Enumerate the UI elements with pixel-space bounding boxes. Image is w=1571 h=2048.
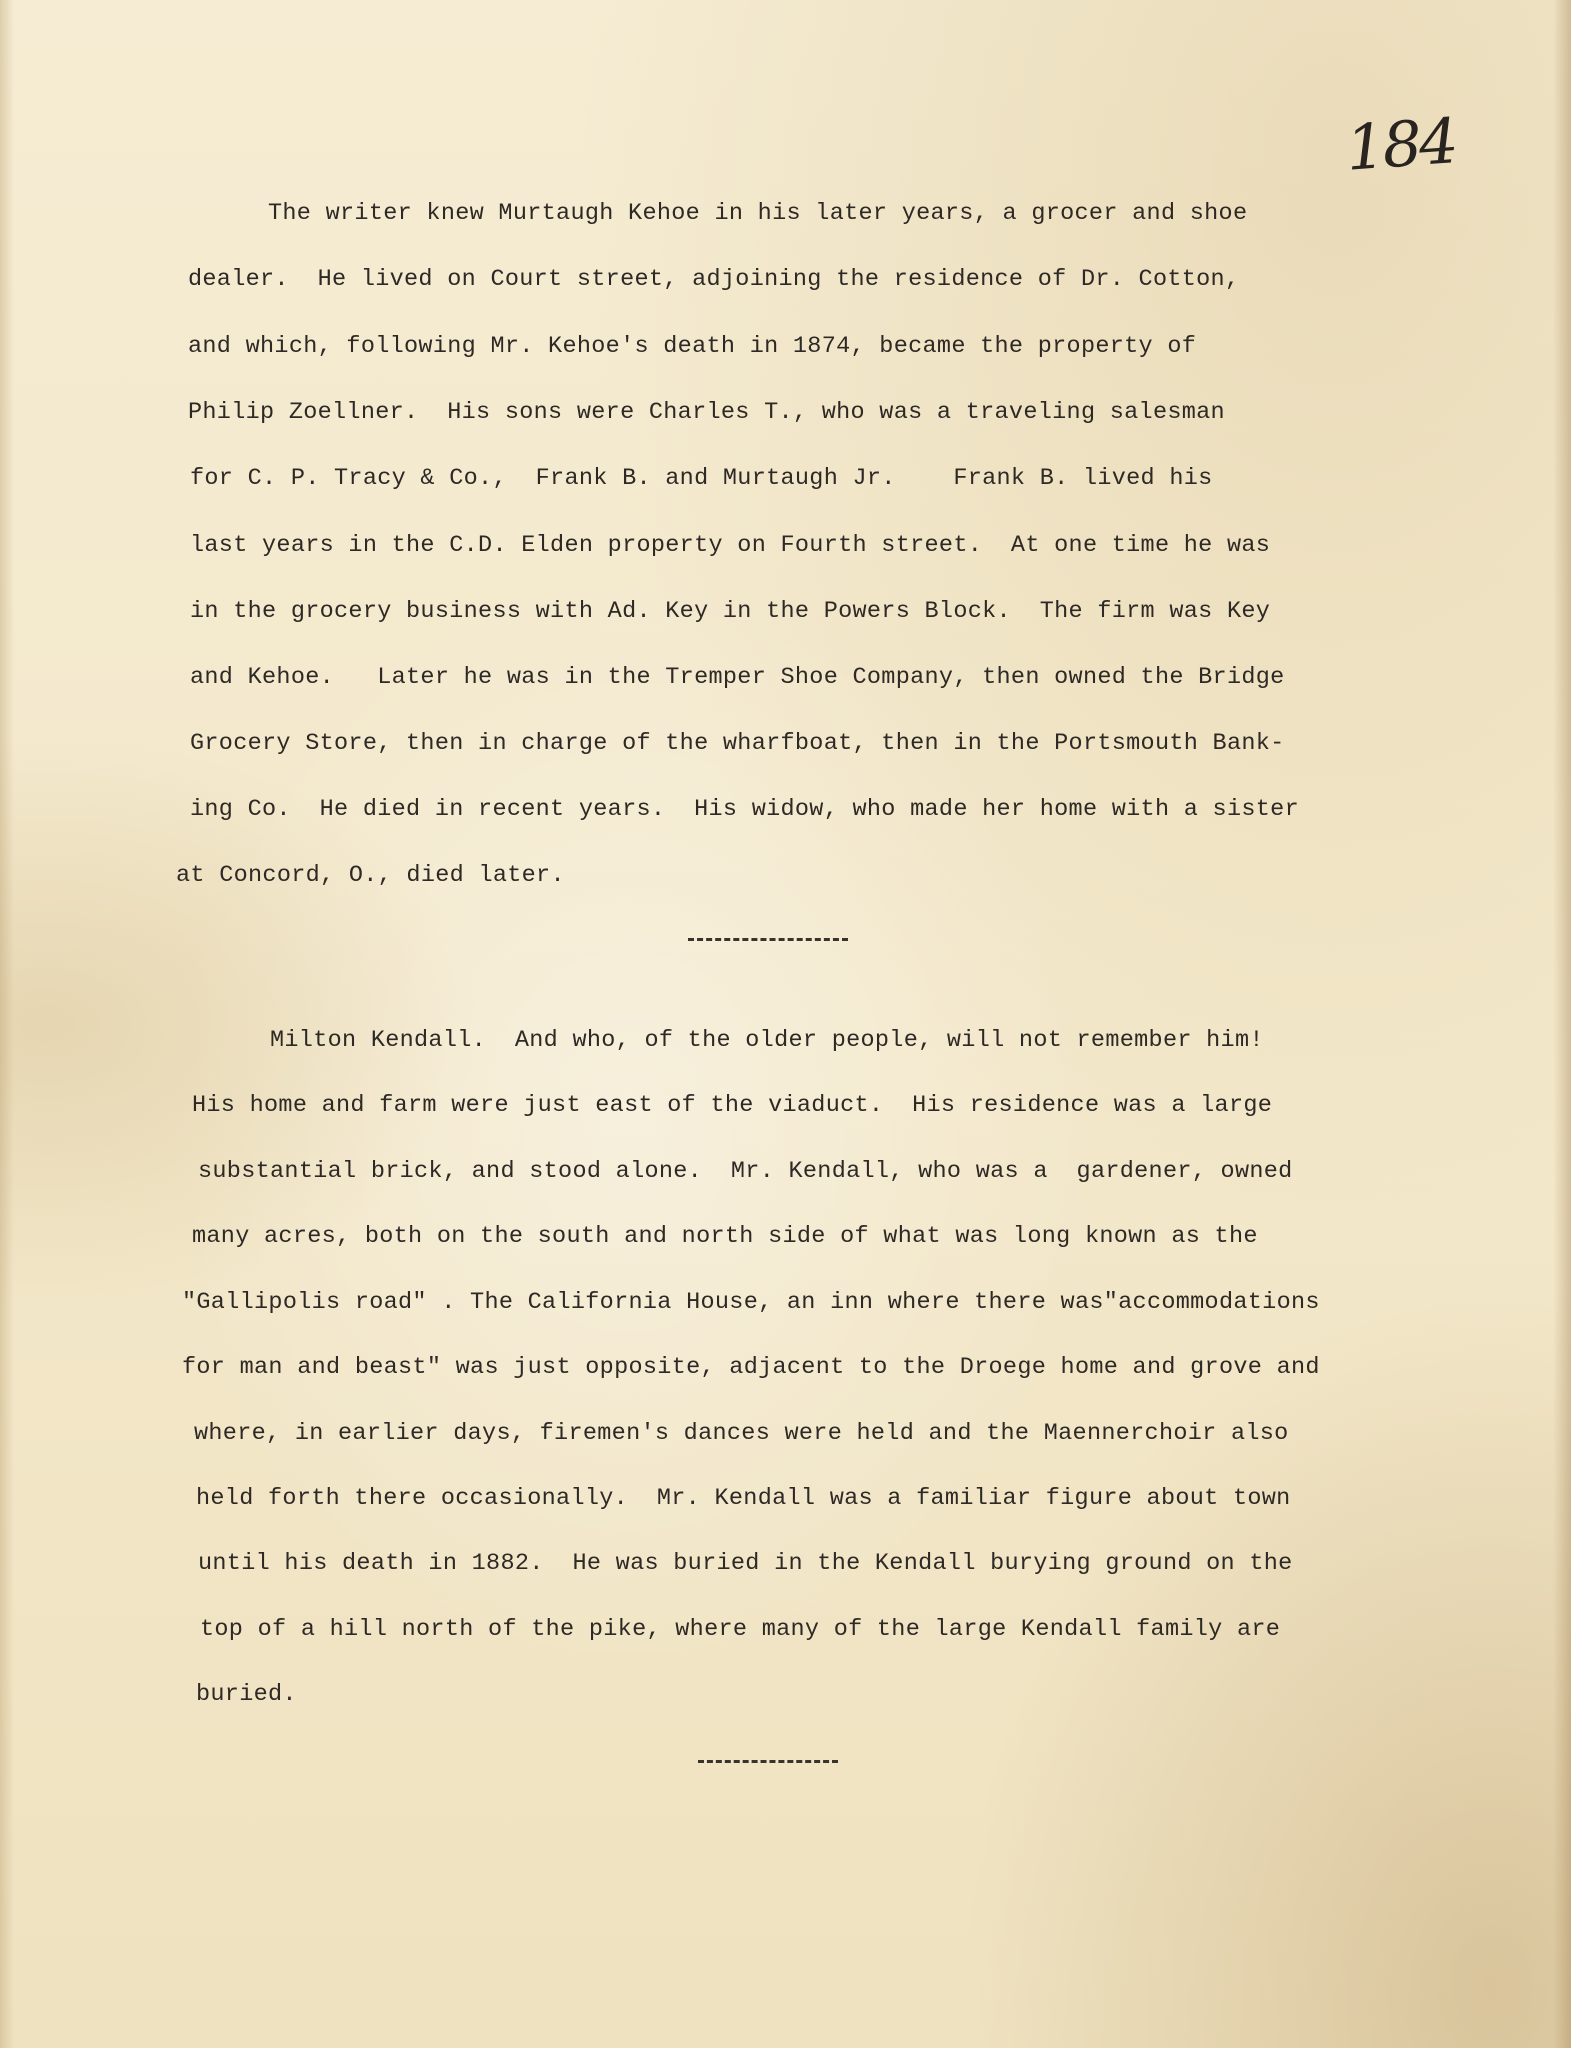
- paragraph-1-line-5: for C. P. Tracy & Co., Frank B. and Murtaugh Jr. Frank B. lived his: [190, 465, 1213, 492]
- paragraph-2-line-9: until his death in 1882. He was buried in the Kendall burying ground on the: [198, 1550, 1293, 1577]
- paragraph-1-line-1: The writer knew Murtaugh Kehoe in his later years, a grocer and shoe: [268, 200, 1248, 227]
- paragraph-2-line-3: substantial brick, and stood alone. Mr. Kendall, who was a gardener, owned: [198, 1158, 1293, 1185]
- paragraph-2-line-2: His home and farm were just east of the viaduct. His residence was a large: [192, 1092, 1273, 1119]
- paper-edge-right: [1553, 0, 1571, 2048]
- paragraph-2-line-8: held forth there occasionally. Mr. Kendall was a familiar figure about town: [196, 1485, 1291, 1512]
- section-divider-2: [698, 1760, 838, 1763]
- paragraph-1-line-11: at Concord, O., died later.: [176, 862, 565, 889]
- paragraph-1-line-9: Grocery Store, then in charge of the wharfboat, then in the Portsmouth Bank-: [190, 730, 1285, 757]
- paragraph-2-line-5: "Gallipolis road" . The California House, an inn where there was"accommodations: [182, 1289, 1320, 1316]
- paragraph-2-line-10: top of a hill north of the pike, where many of the large Kendall family are: [200, 1616, 1281, 1643]
- paragraph-1-line-2: dealer. He lived on Court street, adjoining the residence of Dr. Cotton,: [188, 266, 1240, 293]
- paragraph-1-line-8: and Kehoe. Later he was in the Tremper Shoe Company, then owned the Bridge: [190, 664, 1285, 691]
- paragraph-2-line-7: where, in earlier days, firemen's dances were held and the Maennerchoir also: [194, 1420, 1289, 1447]
- paragraph-1-line-7: in the grocery business with Ad. Key in the Powers Block. The firm was Key: [190, 598, 1271, 625]
- paragraph-1-line-6: last years in the C.D. Elden property on Fourth street. At one time he was: [190, 532, 1271, 559]
- paragraph-1-line-4: Philip Zoellner. His sons were Charles T., who was a traveling salesman: [188, 399, 1225, 426]
- paragraph-1-line-3: and which, following Mr. Kehoe's death in 1874, became the property of: [188, 333, 1197, 360]
- handwritten-page-number: 184: [1343, 104, 1458, 185]
- paragraph-2-line-4: many acres, both on the south and north side of what was long known as the: [192, 1223, 1258, 1250]
- paragraph-2-line-11: buried.: [196, 1681, 297, 1708]
- paper-edge-left: [0, 0, 14, 2048]
- section-divider-1: [688, 938, 848, 941]
- paragraph-1-line-10: ing Co. He died in recent years. His widow, who made her home with a sister: [190, 796, 1299, 823]
- paragraph-2-line-1: Milton Kendall. And who, of the older people, will not remember him!: [270, 1027, 1264, 1054]
- paragraph-2-line-6: for man and beast" was just opposite, adjacent to the Droege home and grove and: [182, 1354, 1320, 1381]
